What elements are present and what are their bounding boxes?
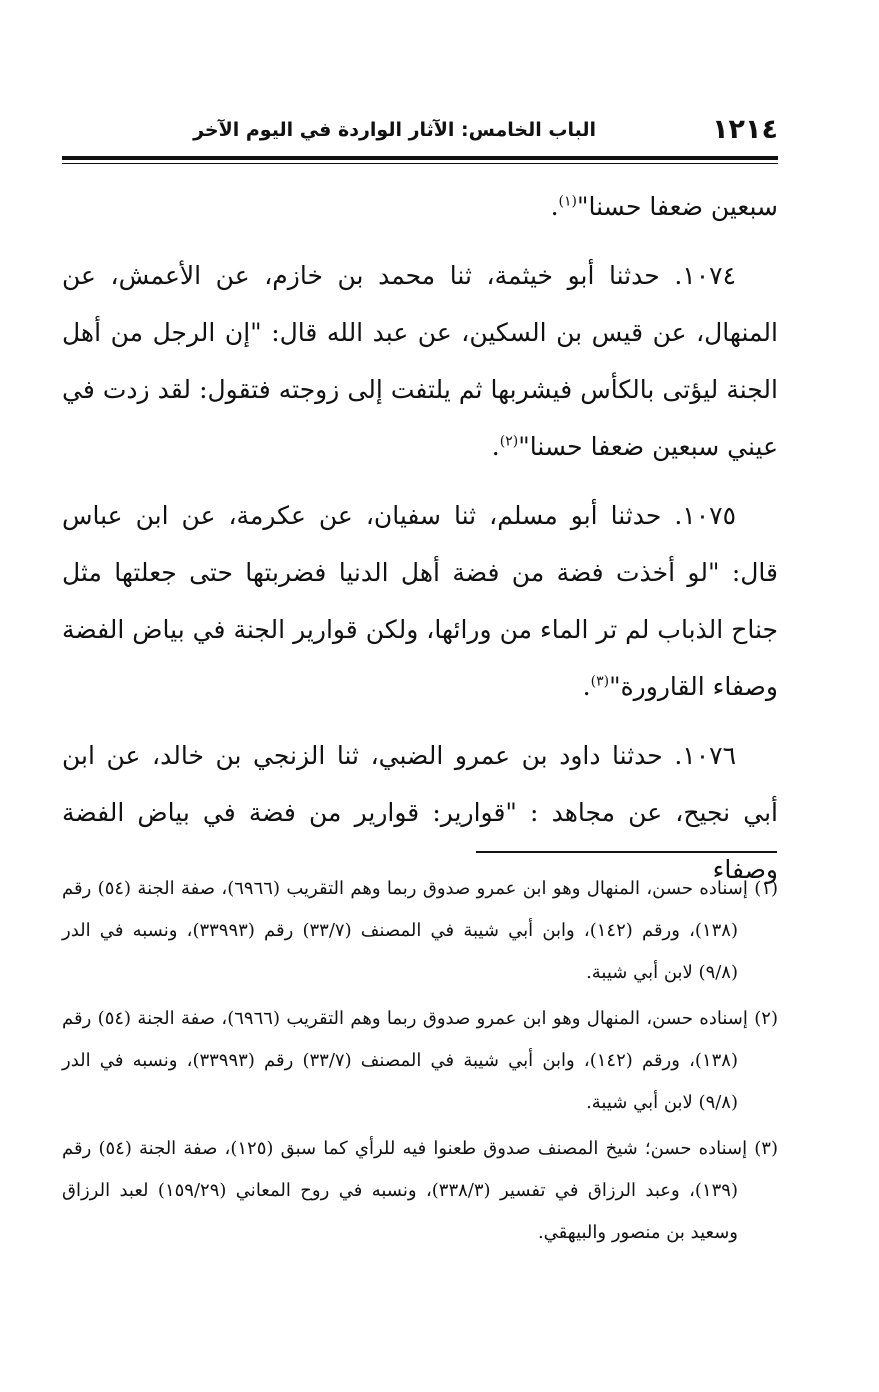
- footnote-marker: (١): [754, 878, 778, 899]
- footnote-separator: [476, 851, 777, 853]
- hadith-number: ١٠٧٥.: [674, 501, 737, 530]
- footnote-marker: (٣): [754, 1138, 778, 1159]
- footnotes: [62, 868, 778, 1258]
- paragraph-end: .: [582, 672, 591, 701]
- footnote-2: [62, 998, 778, 1124]
- main-text: [62, 178, 778, 910]
- header-rule-thick: [62, 156, 778, 160]
- paragraph-text: حدثنا داود بن عمرو الضبي، ثنا الزنجي بن خالد، عن ابن أبي نجيح، عن مجاهد : "قوارير: قوارير من فضة في بياض الفضة وصفاء: [62, 741, 778, 884]
- hadith-number: ١٠٧٤.: [674, 261, 736, 290]
- paragraph-text: سبعين ضعفا حسنا": [577, 192, 778, 221]
- paragraph-end: .: [491, 432, 500, 461]
- hadith-paragraph-1075: [62, 487, 778, 715]
- paragraph-text: حدثنا أبو خيثمة، ثنا محمد بن خازم، عن الأعمش، عن المنهال، عن قيس بن السكين، عن عبد الله قال: "إن الرجل من أهل الجنة ليؤتى بالكأس فيشربها ثم يلتفت إلى زوجته فتقول: لقد زدت في عيني سبعين ضعفا حسنا": [62, 261, 778, 461]
- footnote-text: إسناده حسن، المنهال وهو ابن عمرو صدوق ربما وهم التقريب (٦٩٦٦)، صفة الجنة (٥٤) رقم (١٣٨)، ورقم (١٤٢)، وابن أبي شيبة في المصنف (٣٣/٧) رقم (٣٣٩٩٣)، ونسبه في الدر (٩/٨) لابن أبي شيبة.: [62, 1008, 748, 1113]
- continuation-paragraph: [62, 178, 778, 235]
- header-rule-thin: [62, 163, 778, 164]
- footnote-marker: (٢): [754, 1008, 778, 1029]
- hadith-paragraph-1074: [62, 247, 778, 475]
- footnote-1: [62, 868, 778, 994]
- paragraph-text: حدثنا أبو مسلم، ثنا سفيان، عن عكرمة، عن ابن عباس قال: "لو أخذت فضة من فضة أهل الدنيا فضربتها حتى جعلتها مثل جناح الذباب لم تر الماء من ورائها، ولكن قوارير الجنة في بياض الفضة وصفاء القارورة": [62, 501, 778, 701]
- footnote-reference: (٣): [590, 673, 610, 690]
- paragraph-end: .: [550, 192, 559, 221]
- page-number: ١٢١٤: [712, 114, 778, 145]
- footnote-3: [62, 1128, 778, 1254]
- footnote-text: إسناده حسن؛ شيخ المصنف صدوق طعنوا فيه للرأي كما سبق (١٢٥)، صفة الجنة (٥٤) رقم (١٣٩)، وعبد الرزاق في تفسير (٣٣٨/٣)، ونسبه في روح المعاني (١٥٩/٢٩) لعبد الرزاق وسعيد بن منصور والبيهقي.: [62, 1138, 748, 1243]
- running-header: [62, 112, 778, 152]
- footnote-reference: (١): [558, 193, 577, 210]
- footnote-text: إسناده حسن، المنهال وهو ابن عمرو صدوق ربما وهم التقريب (٦٩٦٦)، صفة الجنة (٥٤) رقم (١٣٨)، ورقم (١٤٢)، وابن أبي شيبة في المصنف (٣٣/٧) رقم (٣٣٩٩٣)، ونسبه في الدر (٩/٨) لابن أبي شيبة.: [62, 878, 748, 983]
- chapter-title: الباب الخامس: الآثار الواردة في اليوم الآخر: [193, 119, 596, 141]
- footnote-reference: (٢): [499, 433, 519, 450]
- hadith-number: ١٠٧٦.: [674, 741, 736, 770]
